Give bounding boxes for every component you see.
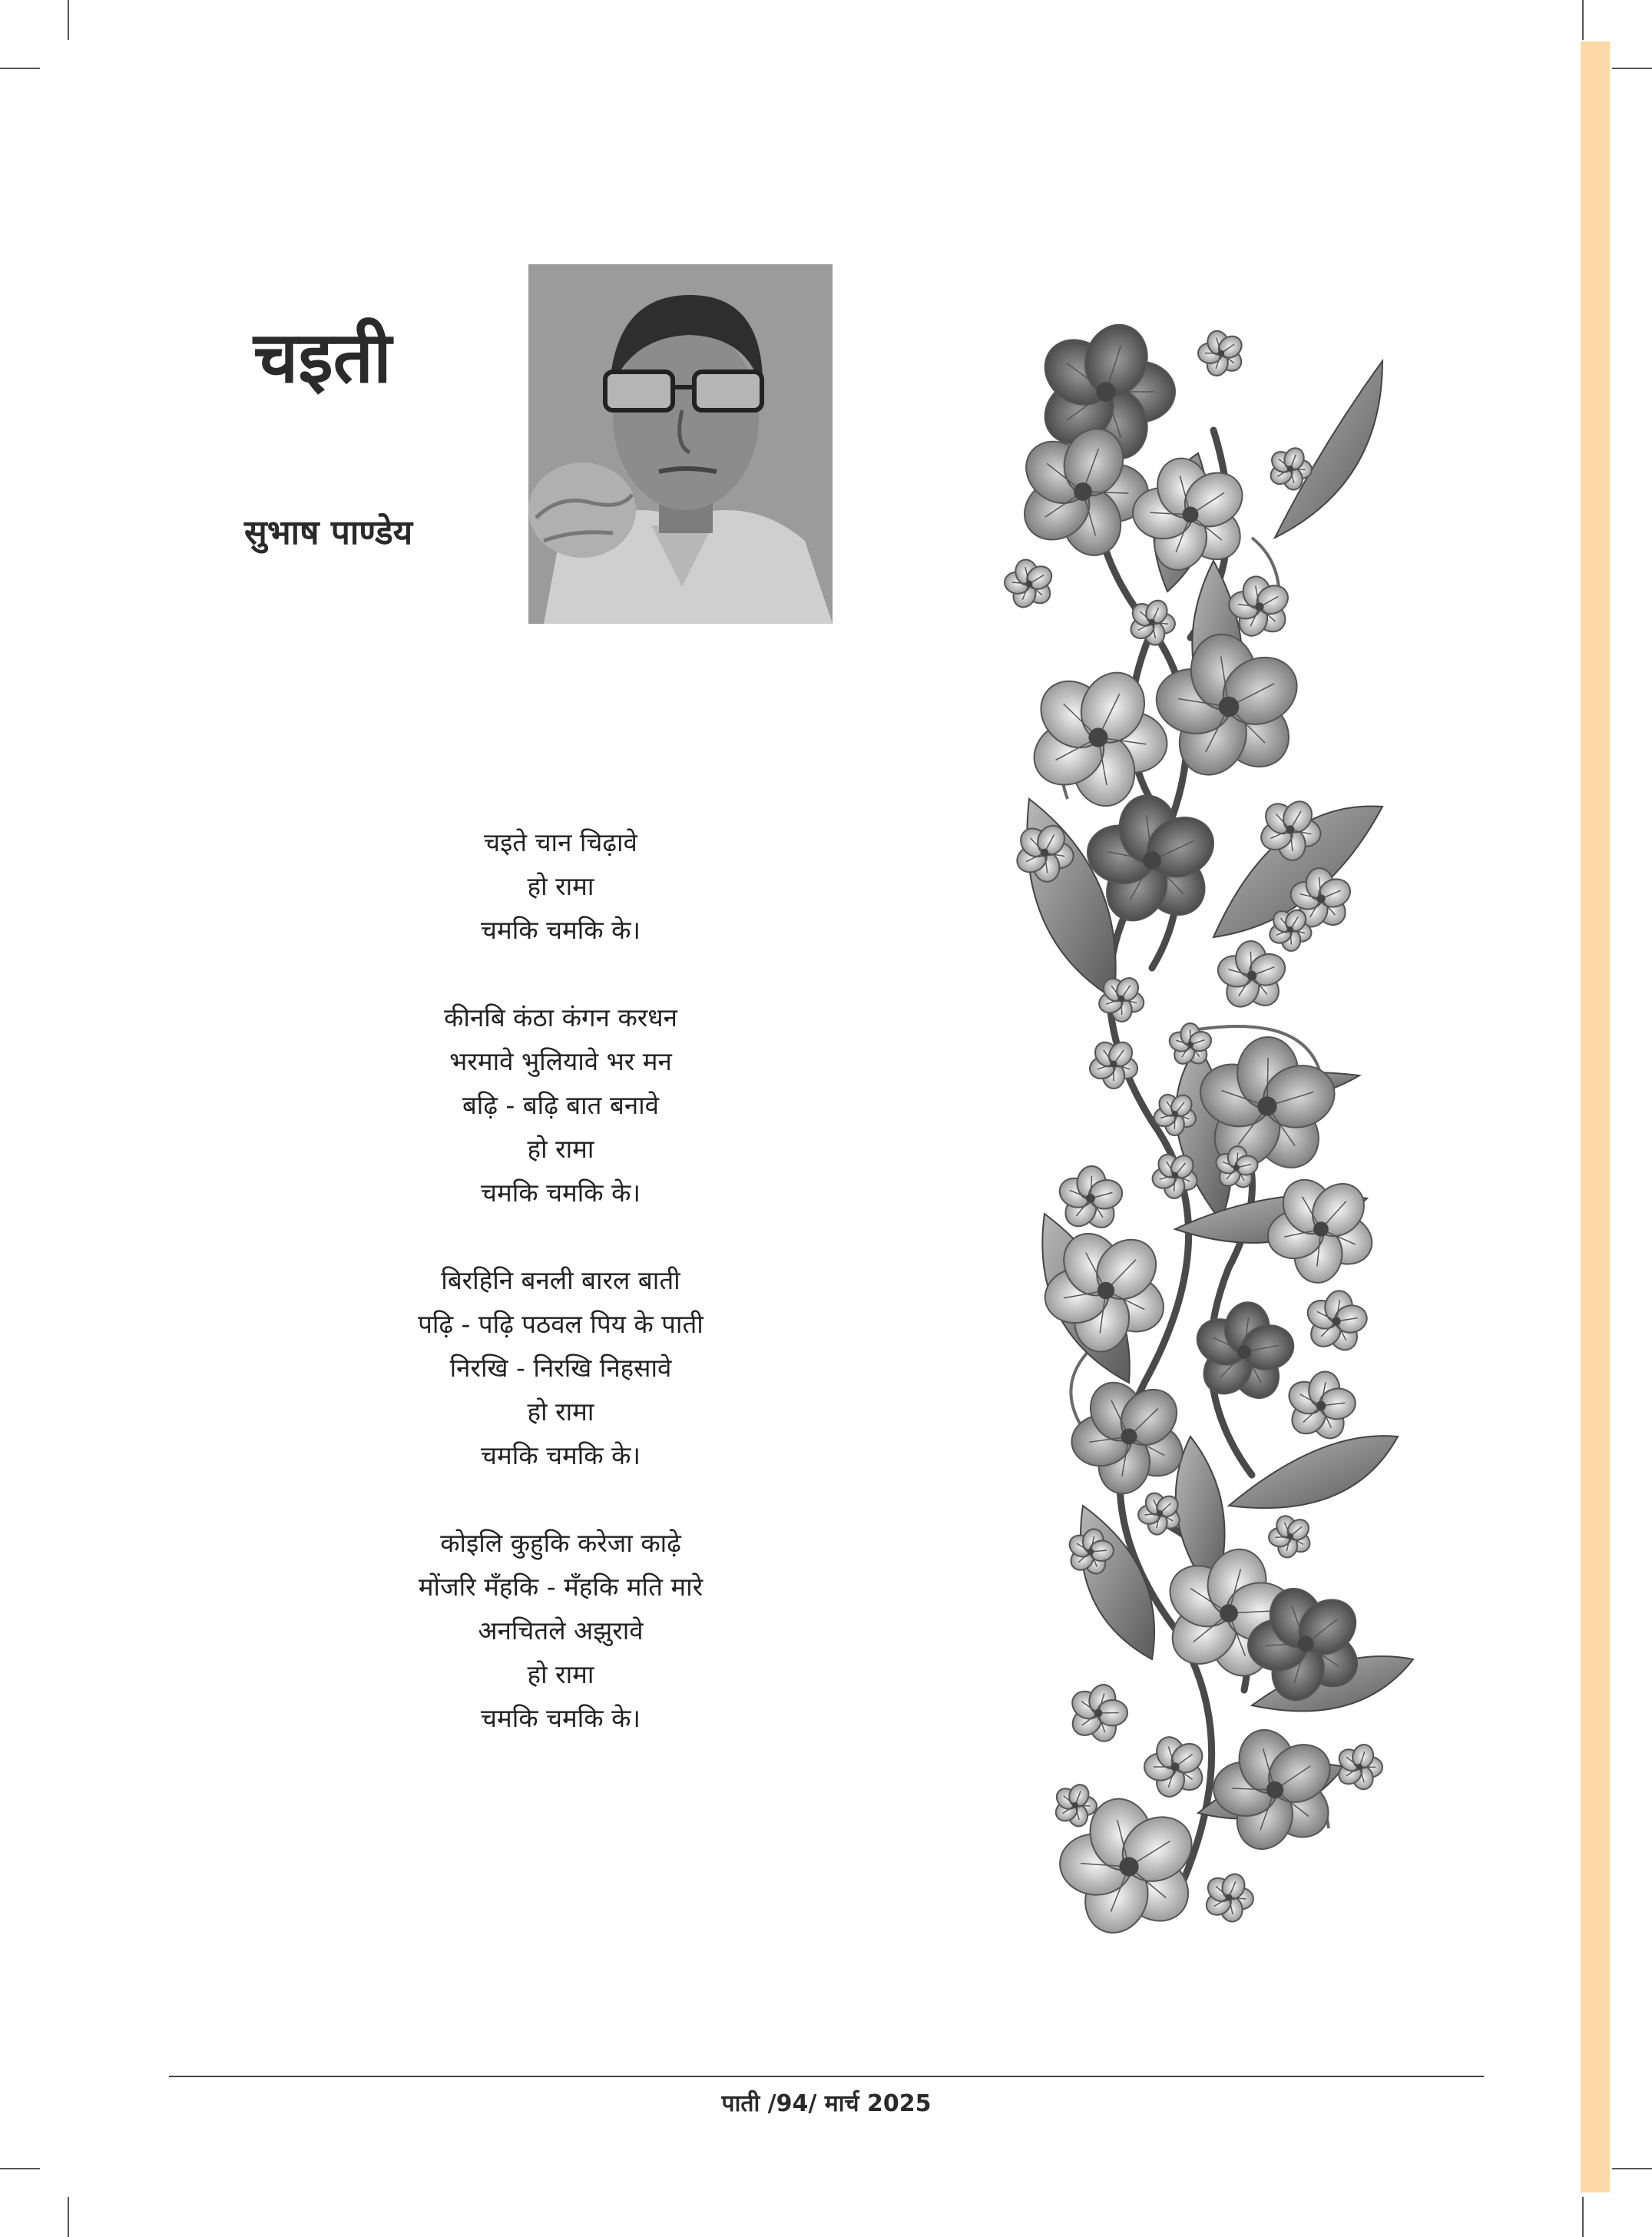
poem-line: कोइलि कुहुकि करेजा काढ़े bbox=[440, 1528, 681, 1558]
portrait-icon bbox=[528, 264, 833, 624]
poem-line: मोंजरि मँहकि - मँहकि मति मारे bbox=[418, 1572, 704, 1602]
crop-mark-top-left-h bbox=[0, 68, 40, 69]
poem-line: बिरहिनि बनली बारल बाती bbox=[441, 1265, 680, 1295]
poem-line: पढ़ि - पढ़ि पठवल पिय के पाती bbox=[418, 1309, 704, 1339]
poem-line: बढ़ि - बढ़ि बात बनावे bbox=[462, 1090, 660, 1120]
flower-icon bbox=[1202, 1871, 1254, 1924]
flower-icon bbox=[1131, 452, 1252, 578]
flower-icon bbox=[1004, 558, 1056, 611]
crop-mark-top-right-v bbox=[1582, 0, 1584, 40]
floral-decoration bbox=[998, 307, 1429, 1959]
flower-icon bbox=[1303, 1289, 1369, 1355]
stanza-3 bbox=[307, 1258, 814, 1477]
footer-rule bbox=[169, 2076, 1484, 2077]
flower-icon bbox=[1198, 328, 1246, 378]
page-footer: पाती /94/ मार्च 2025 bbox=[721, 2090, 932, 2117]
poem-line: हो रामा bbox=[527, 1659, 594, 1689]
crop-mark-top-right-h bbox=[1612, 68, 1652, 69]
flower-icon bbox=[1283, 1369, 1357, 1443]
flower-icon bbox=[1190, 1300, 1297, 1407]
poem-line: कीनबि कंठा कंगन करधन bbox=[444, 1003, 677, 1032]
poem-line: चमकि चमकि के। bbox=[481, 1703, 641, 1733]
poem-line: हो रामा bbox=[527, 1134, 594, 1164]
crop-mark-bottom-left-h bbox=[0, 2168, 40, 2169]
crop-mark-bottom-right-v bbox=[1582, 2197, 1584, 2237]
poem-line: निरखि - निरखि निहसावे bbox=[449, 1353, 672, 1383]
page-title: चइती bbox=[253, 316, 392, 399]
stanza-2 bbox=[307, 996, 814, 1215]
poem-line: चमकि चमकि के। bbox=[481, 1178, 641, 1208]
flower-icon bbox=[1068, 1374, 1192, 1497]
flower-icon bbox=[1335, 1742, 1382, 1791]
flower-icon bbox=[1263, 1171, 1379, 1285]
author-portrait-photo bbox=[528, 264, 833, 624]
crop-mark-top-left-v bbox=[68, 0, 69, 40]
poem-line: अनचितले अझुरावे bbox=[478, 1616, 644, 1645]
poem bbox=[307, 820, 814, 1740]
flower-icon bbox=[1268, 1513, 1313, 1559]
flower-icon bbox=[1152, 630, 1309, 787]
flower-icon bbox=[1052, 1781, 1097, 1828]
side-color-band bbox=[1581, 41, 1610, 2192]
flower-icon bbox=[1214, 940, 1289, 1012]
flower-icon bbox=[1144, 1734, 1208, 1801]
poem-line: चमकि चमकि के। bbox=[481, 915, 641, 945]
flower-vine-icon bbox=[998, 307, 1429, 1959]
flower-icon bbox=[1055, 1165, 1125, 1233]
poem-line: चमकि चमकि के। bbox=[481, 1440, 641, 1470]
flower-icon bbox=[1067, 1682, 1127, 1745]
poem-line: चइते चान चिढ़ावे bbox=[484, 827, 637, 857]
poem-line: हो रामा bbox=[527, 1397, 594, 1427]
flower-icon bbox=[1213, 1723, 1341, 1857]
author-name: सुभाष पाण्डेय bbox=[244, 513, 413, 552]
stanza-1 bbox=[307, 820, 814, 952]
stanza-4 bbox=[307, 1521, 814, 1740]
poem-line: हो रामा bbox=[527, 871, 594, 901]
crop-mark-bottom-left-v bbox=[68, 2197, 69, 2237]
flower-icon bbox=[1023, 662, 1171, 811]
crop-mark-bottom-right-h bbox=[1612, 2168, 1652, 2169]
poem-line: भरमावे भुलियावे भर मन bbox=[449, 1046, 672, 1076]
